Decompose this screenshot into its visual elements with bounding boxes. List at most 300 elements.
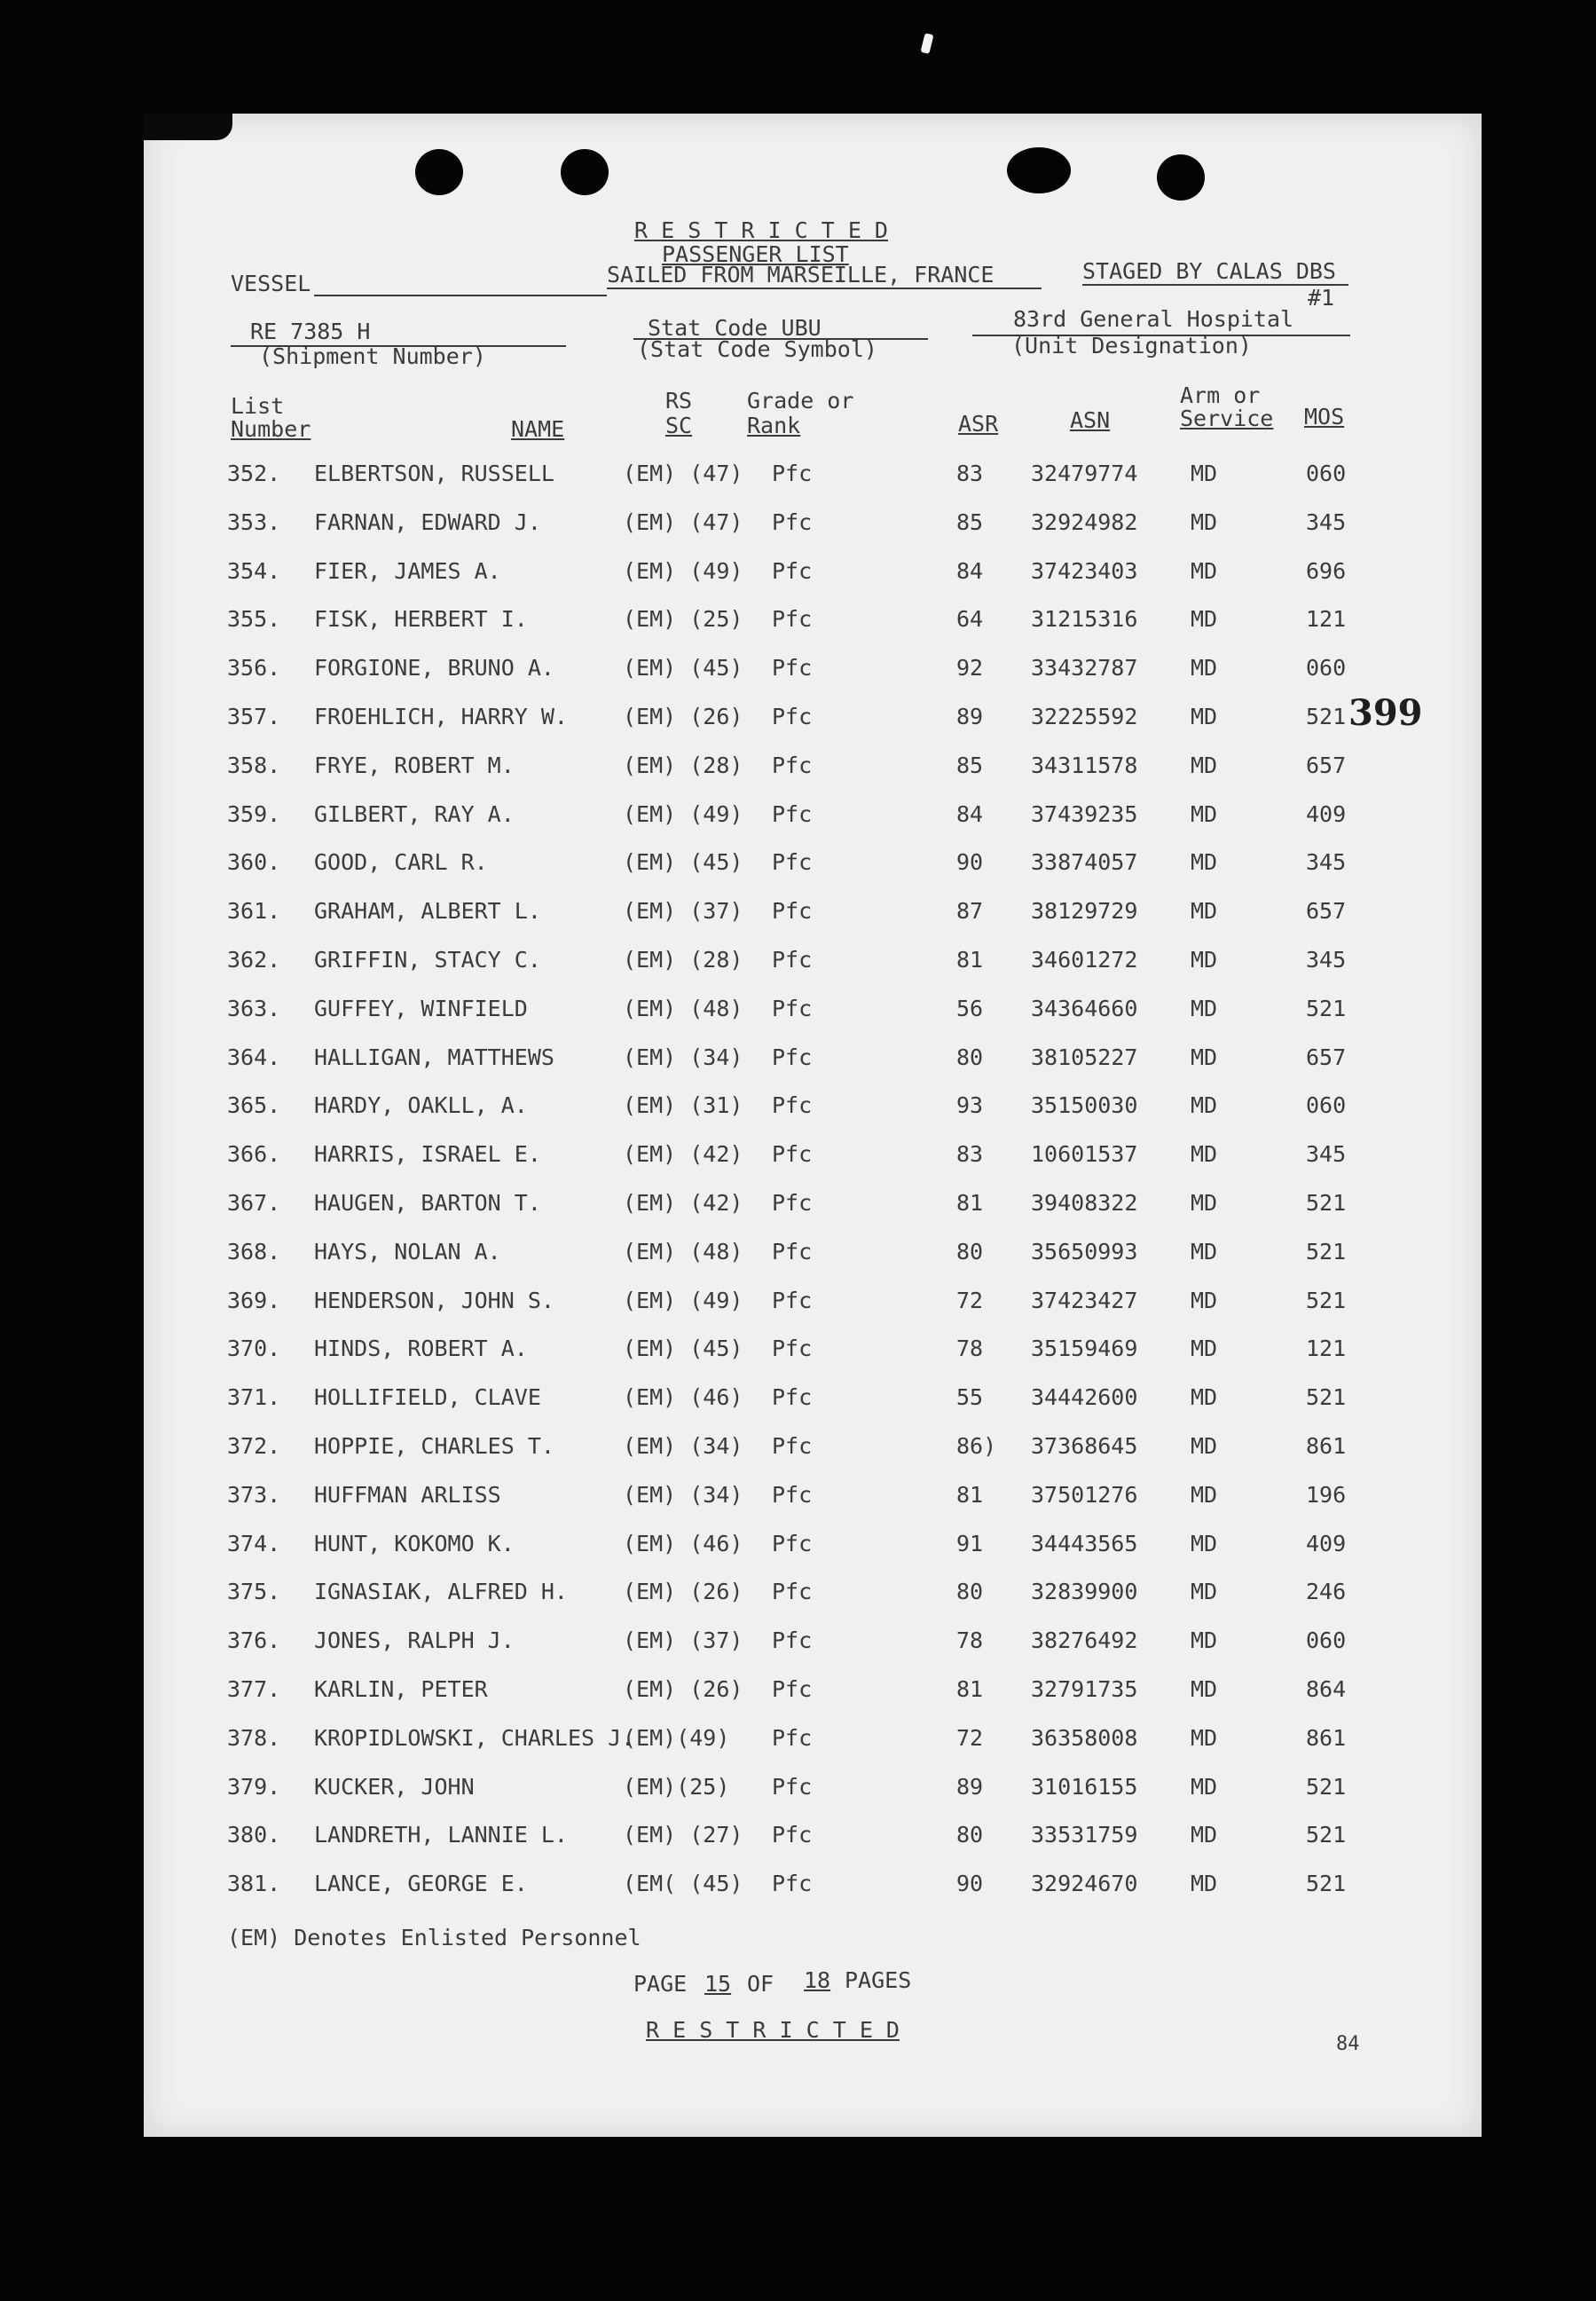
rs-sc: (EM) (34): [623, 1433, 743, 1459]
mos: 657: [1306, 898, 1347, 925]
shipment-number: RE 7385 H: [250, 319, 371, 344]
asr: 87: [956, 898, 984, 925]
list-number: 368.: [227, 1238, 281, 1265]
arm-service: MD: [1191, 1044, 1218, 1070]
mos: 864: [1306, 1676, 1347, 1702]
mos: 521: [1306, 1287, 1347, 1313]
table-row: [144, 1045, 1482, 1081]
asn: 33531759: [1031, 1822, 1138, 1848]
grade: Pfc: [772, 461, 813, 486]
rs-sc: (EM) (46): [623, 1384, 743, 1411]
asn: 31215316: [1031, 606, 1138, 633]
table-row: [144, 1775, 1482, 1810]
arm-service: MD: [1191, 1238, 1218, 1265]
footnote: (EM) Denotes Enlisted Personnel: [227, 1925, 641, 1950]
asn: 38129729: [1031, 898, 1138, 925]
passenger-name: GRIFFIN, STACY C.: [314, 947, 541, 973]
restricted-footer: R E S T R I C T E D: [646, 2017, 900, 2043]
passenger-name: FISK, HERBERT I.: [314, 606, 528, 633]
table-row: [144, 1726, 1482, 1761]
list-number: 369.: [227, 1287, 281, 1313]
list-number: 357.: [227, 704, 281, 729]
asn: 34364660: [1031, 995, 1138, 1021]
rs-sc: (EM)(25): [623, 1773, 730, 1800]
asr: 85: [956, 508, 984, 535]
mos: 409: [1306, 1530, 1347, 1556]
arm-service: MD: [1191, 1092, 1218, 1119]
table-row: [144, 997, 1482, 1032]
list-number: 359.: [227, 800, 281, 827]
rs-sc: (EM) (47): [623, 508, 743, 535]
list-number: 379.: [227, 1773, 281, 1800]
asn: 31016155: [1031, 1773, 1138, 1800]
asn: 36358008: [1031, 1724, 1138, 1751]
unit-designation: 83rd General Hospital: [1013, 306, 1294, 332]
asr: 81: [956, 1676, 984, 1702]
passenger-name: HALLIGAN, MATTHEWS: [314, 1044, 554, 1070]
asn: 37368645: [1031, 1433, 1138, 1459]
mos: 060: [1306, 655, 1347, 682]
table-row: [144, 1288, 1482, 1324]
rs-sc: (EM) (25): [623, 606, 743, 633]
passenger-name: FRYE, ROBERT M.: [314, 752, 515, 778]
passenger-name: KROPIDLOWSKI, CHARLES J.: [314, 1724, 635, 1751]
passenger-name: HAYS, NOLAN A.: [314, 1238, 501, 1265]
mos: 521: [1306, 1384, 1347, 1411]
rs-sc: (EM) (45): [623, 1336, 743, 1362]
mos: 409: [1306, 800, 1347, 827]
grade: Pfc: [772, 1092, 813, 1119]
rs-sc: (EM) (34): [623, 1044, 743, 1070]
table-row: [144, 802, 1482, 838]
arm-service: MD: [1191, 461, 1218, 486]
vessel-label: VESSEL: [231, 271, 311, 296]
asn: 38276492: [1031, 1627, 1138, 1654]
arm-service: MD: [1191, 1676, 1218, 1702]
passenger-name: KARLIN, PETER: [314, 1676, 488, 1702]
table-row: [144, 1191, 1482, 1226]
rs-sc: (EM) (47): [623, 461, 743, 486]
rs-sc: (EM) (45): [623, 655, 743, 682]
punch-hole: [561, 149, 609, 195]
col-arm: Arm or: [1180, 382, 1261, 408]
grade: Pfc: [772, 1579, 813, 1605]
film-speck: [920, 33, 933, 54]
asr: 90: [956, 1871, 984, 1897]
grade: Pfc: [772, 1822, 813, 1848]
asn: 32791735: [1031, 1676, 1138, 1702]
grade: Pfc: [772, 1871, 813, 1897]
mos: 521: [1306, 1871, 1347, 1897]
asn: 37423427: [1031, 1287, 1138, 1313]
arm-service: MD: [1191, 1141, 1218, 1168]
table-row: [144, 705, 1482, 740]
rs-sc: (EM) (37): [623, 1627, 743, 1654]
passenger-name: GOOD, CARL R.: [314, 849, 488, 876]
mos: 521: [1306, 1190, 1347, 1216]
mos: 060: [1306, 1627, 1347, 1654]
vessel-blank-line: [314, 295, 607, 296]
arm-service: MD: [1191, 704, 1218, 729]
passenger-name: IGNASIAK, ALFRED H.: [314, 1579, 568, 1605]
asn: 10601537: [1031, 1141, 1138, 1168]
rs-sc: (EM) (46): [623, 1530, 743, 1556]
rs-sc: (EM( (45): [623, 1871, 743, 1897]
page-word: PAGE: [633, 1971, 688, 1997]
asn: 32924670: [1031, 1871, 1138, 1897]
rs-sc: (EM) (42): [623, 1141, 743, 1168]
list-number: 358.: [227, 752, 281, 778]
arm-service: MD: [1191, 1579, 1218, 1605]
of-word: OF: [747, 1971, 774, 1997]
list-number: 381.: [227, 1871, 281, 1897]
rs-sc: (EM) (42): [623, 1190, 743, 1216]
arm-service: MD: [1191, 1773, 1218, 1800]
col-service: Service: [1180, 406, 1274, 431]
asr: 81: [956, 1190, 984, 1216]
punch-hole: [1007, 147, 1071, 193]
arm-service: MD: [1191, 1481, 1218, 1508]
grade: Pfc: [772, 557, 813, 584]
table-row: [144, 461, 1482, 497]
mos: 657: [1306, 752, 1347, 778]
grade: Pfc: [772, 1530, 813, 1556]
mos: 521: [1306, 995, 1347, 1021]
col-mos: MOS: [1304, 404, 1345, 429]
col-name: NAME: [511, 416, 565, 442]
asn: 32479774: [1031, 461, 1138, 486]
grade: Pfc: [772, 1627, 813, 1654]
passenger-name: HAUGEN, BARTON T.: [314, 1190, 541, 1216]
arm-service: MD: [1191, 1871, 1218, 1897]
mos: 345: [1306, 1141, 1347, 1168]
asn: 33432787: [1031, 655, 1138, 682]
list-number: 373.: [227, 1481, 281, 1508]
table-row: [144, 1872, 1482, 1907]
pages-word: PAGES: [845, 1967, 912, 1993]
asr: 72: [956, 1724, 984, 1751]
list-number: 377.: [227, 1676, 281, 1702]
list-number: 367.: [227, 1190, 281, 1216]
mos: 121: [1306, 606, 1347, 633]
mos: 345: [1306, 947, 1347, 973]
passenger-name: JONES, RALPH J.: [314, 1627, 515, 1654]
rs-sc: (EM) (45): [623, 849, 743, 876]
asr: 86): [956, 1433, 997, 1459]
col-grade: Grade or: [747, 388, 854, 414]
arm-service: MD: [1191, 1336, 1218, 1362]
asn: 39408322: [1031, 1190, 1138, 1216]
list-number: 380.: [227, 1822, 281, 1848]
list-number: 364.: [227, 1044, 281, 1070]
grade: Pfc: [772, 1238, 813, 1265]
stat-caption: (Stat Code Symbol): [637, 336, 877, 362]
list-number: 362.: [227, 947, 281, 973]
arm-service: MD: [1191, 557, 1218, 584]
passenger-name: FORGIONE, BRUNO A.: [314, 655, 554, 682]
grade: Pfc: [772, 1044, 813, 1070]
asn: 34311578: [1031, 752, 1138, 778]
rs-sc: (EM) (48): [623, 995, 743, 1021]
arm-service: MD: [1191, 655, 1218, 682]
grade: Pfc: [772, 849, 813, 876]
asr: 90: [956, 849, 984, 876]
asn: 33874057: [1031, 849, 1138, 876]
list-number: 376.: [227, 1627, 281, 1654]
asn: 38105227: [1031, 1044, 1138, 1070]
list-number: 378.: [227, 1724, 281, 1751]
mos: 696: [1306, 557, 1347, 584]
list-number: 361.: [227, 898, 281, 925]
arm-service: MD: [1191, 1530, 1218, 1556]
grade: Pfc: [772, 655, 813, 682]
mos: 657: [1306, 1044, 1347, 1070]
rs-sc: (EM) (37): [623, 898, 743, 925]
asr: 89: [956, 1773, 984, 1800]
list-number: 355.: [227, 606, 281, 633]
grade: Pfc: [772, 1724, 813, 1751]
col-rank: Rank: [747, 413, 801, 438]
grade: Pfc: [772, 704, 813, 729]
arm-service: MD: [1191, 1190, 1218, 1216]
list-number: 371.: [227, 1384, 281, 1411]
mos: 345: [1306, 849, 1347, 876]
asr: 93: [956, 1092, 984, 1119]
col-number: Number: [231, 416, 311, 442]
passenger-name: LANDRETH, LANNIE L.: [314, 1822, 568, 1848]
asr: 56: [956, 995, 984, 1021]
asn: 35150030: [1031, 1092, 1138, 1119]
table-row: [144, 1142, 1482, 1178]
grade: Pfc: [772, 508, 813, 535]
asr: 85: [956, 752, 984, 778]
list-number: 374.: [227, 1530, 281, 1556]
rs-sc: (EM) (26): [623, 1676, 743, 1702]
table-row: [144, 510, 1482, 546]
mos: 521: [1306, 1822, 1347, 1848]
arm-service: MD: [1191, 752, 1218, 778]
restricted-heading: R E S T R I C T E D: [634, 217, 888, 243]
passenger-name: FIER, JAMES A.: [314, 557, 501, 584]
asn: 32924982: [1031, 508, 1138, 535]
punch-hole: [1157, 154, 1205, 201]
list-number: 352.: [227, 461, 281, 486]
staged-number: #1: [1308, 285, 1335, 311]
list-number: 356.: [227, 655, 281, 682]
asr: 84: [956, 800, 984, 827]
grade: Pfc: [772, 1384, 813, 1411]
list-number: 365.: [227, 1092, 281, 1119]
table-row: [144, 899, 1482, 934]
route-underline: [607, 288, 1042, 289]
asr: 80: [956, 1822, 984, 1848]
mos: 521: [1306, 1773, 1347, 1800]
document-title: PASSENGER LIST: [662, 241, 849, 267]
rs-sc: (EM) (26): [623, 704, 743, 729]
asr: 55: [956, 1384, 984, 1411]
col-rs: RS: [665, 388, 693, 414]
passenger-name: HUNT, KOKOMO K.: [314, 1530, 515, 1556]
grade: Pfc: [772, 1336, 813, 1362]
col-list: List: [231, 393, 285, 419]
passenger-name: GRAHAM, ALBERT L.: [314, 898, 541, 925]
rs-sc: (EM) (49): [623, 800, 743, 827]
passenger-name: HARDY, OAKLL, A.: [314, 1092, 528, 1119]
arm-service: MD: [1191, 898, 1218, 925]
table-row: [144, 1532, 1482, 1567]
grade: Pfc: [772, 1481, 813, 1508]
grade: Pfc: [772, 1433, 813, 1459]
passenger-name: GUFFEY, WINFIELD: [314, 995, 528, 1021]
page-number: 15: [704, 1971, 732, 1997]
passenger-name: FARNAN, EDWARD J.: [314, 508, 541, 535]
asr: 81: [956, 1481, 984, 1508]
arm-service: MD: [1191, 606, 1218, 633]
stat-code: Stat Code UBU: [648, 315, 822, 341]
grade: Pfc: [772, 606, 813, 633]
list-number: 353.: [227, 508, 281, 535]
page-total: 18: [804, 1967, 831, 1993]
table-row: [144, 656, 1482, 691]
table-row: [144, 1385, 1482, 1421]
rs-sc: (EM) (28): [623, 752, 743, 778]
passenger-name: HENDERSON, JOHN S.: [314, 1287, 554, 1313]
table-row: [144, 948, 1482, 983]
asn: 35650993: [1031, 1238, 1138, 1265]
grade: Pfc: [772, 1676, 813, 1702]
asn: 37423403: [1031, 557, 1138, 584]
list-number: 370.: [227, 1336, 281, 1362]
rs-sc: (EM) (34): [623, 1481, 743, 1508]
asn: 32225592: [1031, 704, 1138, 729]
route: SAILED FROM MARSEILLE, FRANCE: [607, 262, 995, 288]
asr: 64: [956, 606, 984, 633]
list-number: 363.: [227, 995, 281, 1021]
asn: 34443565: [1031, 1530, 1138, 1556]
passenger-name: GILBERT, RAY A.: [314, 800, 515, 827]
rs-sc: (EM) (48): [623, 1238, 743, 1265]
table-row: [144, 1434, 1482, 1470]
table-row: [144, 559, 1482, 595]
passenger-name: KUCKER, JOHN: [314, 1773, 475, 1800]
asn: 37501276: [1031, 1481, 1138, 1508]
table-row: [144, 1580, 1482, 1615]
grade: Pfc: [772, 1190, 813, 1216]
passenger-name: FROEHLICH, HARRY W.: [314, 704, 568, 729]
stamped-page-number: 399: [1348, 692, 1423, 734]
asr: 84: [956, 557, 984, 584]
asn: 34442600: [1031, 1384, 1138, 1411]
passenger-name: HARRIS, ISRAEL E.: [314, 1141, 541, 1168]
table-row: [144, 753, 1482, 789]
rs-sc: (EM) (26): [623, 1579, 743, 1605]
grade: Pfc: [772, 752, 813, 778]
arm-service: MD: [1191, 800, 1218, 827]
list-number: 354.: [227, 557, 281, 584]
arm-service: MD: [1191, 849, 1218, 876]
table-row: [144, 850, 1482, 886]
grade: Pfc: [772, 898, 813, 925]
grade: Pfc: [772, 1141, 813, 1168]
col-sc: SC: [665, 413, 693, 438]
rs-sc: (EM) (49): [623, 1287, 743, 1313]
passenger-name: HOLLIFIELD, CLAVE: [314, 1384, 541, 1411]
table-row: [144, 1336, 1482, 1372]
rs-sc: (EM) (31): [623, 1092, 743, 1119]
passenger-name: HINDS, ROBERT A.: [314, 1336, 528, 1362]
rs-sc: (EM) (49): [623, 557, 743, 584]
grade: Pfc: [772, 800, 813, 827]
asr: 78: [956, 1627, 984, 1654]
asn: 32839900: [1031, 1579, 1138, 1605]
arm-service: MD: [1191, 1384, 1218, 1411]
grade: Pfc: [772, 995, 813, 1021]
asr: 83: [956, 1141, 984, 1168]
asr: 72: [956, 1287, 984, 1313]
asr: 92: [956, 655, 984, 682]
corner-mark: 84: [1336, 2033, 1360, 2055]
list-number: 360.: [227, 849, 281, 876]
asr: 91: [956, 1530, 984, 1556]
staged-by: STAGED BY CALAS DBS: [1082, 258, 1336, 284]
mos: 246: [1306, 1579, 1347, 1605]
list-number: 372.: [227, 1433, 281, 1459]
passenger-name: HOPPIE, CHARLES T.: [314, 1433, 554, 1459]
table-row: [144, 1628, 1482, 1664]
asr: 80: [956, 1044, 984, 1070]
asr: 78: [956, 1336, 984, 1362]
unit-caption: (Unit Designation): [1011, 333, 1252, 359]
list-number: 375.: [227, 1579, 281, 1605]
shipment-caption: (Shipment Number): [259, 343, 486, 369]
mos: 861: [1306, 1433, 1347, 1459]
asr: 81: [956, 947, 984, 973]
arm-service: MD: [1191, 1433, 1218, 1459]
grade: Pfc: [772, 947, 813, 973]
list-number: 366.: [227, 1141, 281, 1168]
mos: 121: [1306, 1336, 1347, 1362]
grade: Pfc: [772, 1287, 813, 1313]
table-row: [144, 1677, 1482, 1713]
asr: 80: [956, 1238, 984, 1265]
mos: 060: [1306, 1092, 1347, 1119]
rs-sc: (EM)(49): [623, 1724, 730, 1751]
table-row: [144, 1240, 1482, 1275]
asn: 37439235: [1031, 800, 1138, 827]
asn: 35159469: [1031, 1336, 1138, 1362]
mos: 345: [1306, 508, 1347, 535]
grade: Pfc: [772, 1773, 813, 1800]
mos: 521: [1306, 1238, 1347, 1265]
col-asr: ASR: [958, 411, 999, 437]
passenger-list-page: [144, 114, 1482, 2137]
mos: 861: [1306, 1724, 1347, 1751]
mos: 196: [1306, 1481, 1347, 1508]
arm-service: MD: [1191, 1627, 1218, 1654]
asn: 34601272: [1031, 947, 1138, 973]
mos: 060: [1306, 461, 1347, 486]
asr: 89: [956, 704, 984, 729]
passenger-name: HUFFMAN ARLISS: [314, 1481, 501, 1508]
mos: 521: [1306, 704, 1347, 729]
arm-service: MD: [1191, 1822, 1218, 1848]
rs-sc: (EM) (28): [623, 947, 743, 973]
arm-service: MD: [1191, 508, 1218, 535]
table-row: [144, 1823, 1482, 1858]
arm-service: MD: [1191, 1724, 1218, 1751]
table-row: [144, 607, 1482, 642]
asr: 83: [956, 461, 984, 486]
